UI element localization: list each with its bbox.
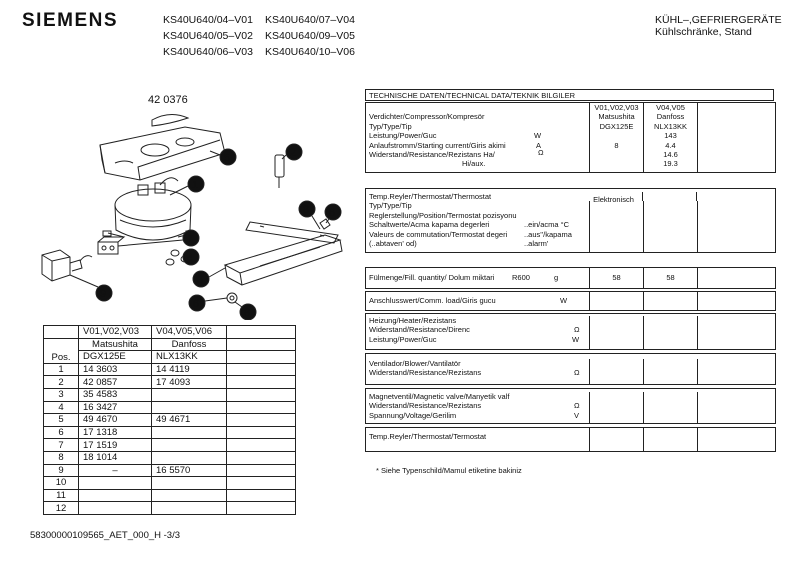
model-item: KS40U640/06–V03 — [163, 46, 253, 58]
parts-table — [43, 325, 296, 515]
thermostat-type-value: Elektronisch — [593, 195, 634, 204]
svg-text:6: 6 — [193, 298, 200, 310]
parts-row: 6 17 1318 — [44, 426, 296, 439]
parts-header-row: Pos. Matsushita Danfoss — [44, 338, 296, 351]
tech-title: TECHNISCHE DATEN/TECHNICAL DATA/TEKNIK BILGILER — [365, 89, 774, 101]
model-item: KS40U640/10–V06 — [265, 46, 355, 58]
base-rail-shape — [225, 235, 342, 285]
parts-row: 1 14 3603 14 4119 — [44, 363, 296, 376]
category-line-1: KÜHL–,GEFRIERGERÄTE — [655, 14, 782, 26]
pos-header: Pos. — [44, 338, 79, 363]
thermostat-block: Temp.Reyler/Thermostat/Thermostat Typ/Type/Tip Reglerstellung/Position/Termostat pozisyonu Schaltwerte/Acma kapama degerleri ..ein/acma °C Valeurs de commutation/Termostat degeri ..aus''/kapama (..abtaven' od) ..alarm' Elektronisch — [365, 188, 776, 253]
svg-text:7: 7 — [187, 233, 194, 245]
load-block: Anschlusswert/Comm. load/Giris gucu W — [365, 291, 776, 311]
footnote: * Siehe Typenschild/Mamul etiketine bakiniz — [376, 466, 522, 475]
heater-block: Heizung/Heater/Rezistans Widerstand/Resistance/Direnc Ω Leistung/Power/Guc W — [365, 313, 776, 350]
washer-shape — [227, 293, 237, 303]
starter-shape — [42, 250, 92, 281]
fill-block: Fülmenge/Fill. quantity/ Dolum miktari R600 g 58 58 — [365, 267, 776, 289]
parts-row: 8 18 1014 — [44, 451, 296, 464]
svg-text:2: 2 — [290, 147, 297, 159]
valve-block: Magnetventil/Magnetic valve/Manyetik valf Widerstand/Resistance/Rezistans Ω Spannung/Voltage/Gerilim V — [365, 388, 776, 424]
parts-row: 9 – 16 5570 — [44, 464, 296, 477]
col-header-b: V04,V05 — [643, 103, 697, 112]
model-item: KS40U640/04–V01 — [163, 14, 253, 26]
model-item: KS40U640/09–V05 — [265, 30, 355, 42]
svg-text:3: 3 — [197, 274, 204, 286]
brand-logo: SIEMENS — [22, 10, 119, 31]
svg-text:8: 8 — [244, 307, 251, 319]
exploded-parts-diagram — [20, 85, 360, 320]
col-header-a: V01,V02,V03 — [589, 103, 643, 112]
sleeve-shape — [275, 155, 284, 188]
svg-text:5: 5 — [224, 152, 231, 164]
parts-header-row: DGX125E NLX13KK — [44, 351, 296, 364]
parts-row: 2 42 0857 17 4093 — [44, 376, 296, 389]
thermostat2-block: Temp.Reyler/Thermostat/Termostat — [365, 427, 776, 452]
category-line-2: Kühlschränke, Stand — [655, 26, 752, 38]
parts-row: 5 49 4670 49 4671 — [44, 414, 296, 427]
parts-row: 7 17 1519 — [44, 439, 296, 452]
parts-header-row: V01,V02,V03 V04,V05,V06 — [44, 326, 296, 339]
category-header — [655, 14, 790, 38]
model-item: KS40U640/07–V04 — [265, 14, 355, 26]
model-item: KS40U640/05–V02 — [163, 30, 253, 42]
svg-text:1: 1 — [192, 179, 199, 191]
document-id: 58300000109565_AET_000_H -3/3 — [30, 530, 181, 541]
svg-text:4: 4 — [187, 252, 194, 264]
parts-row: 11 — [44, 489, 296, 502]
compressor-block: V01,V02,V03 V04,V05 Verdichter/Compressor/Kompresör Matsushita Danfoss Typ/Type/Tip DGX125E NLX13KK Leistung/Power/Guc W 143 Anlaufstromm/Starting current/Giris akimi A 8 4.4 Widerstand/Resistance/Rezistans Ha/ Ω 14.6 Hi/aux. 19.3 — [365, 102, 776, 173]
model-list-col1 — [163, 12, 253, 60]
model-list-col2 — [265, 12, 355, 60]
bolt-shape — [320, 219, 330, 229]
parts-row: 4 16 3427 — [44, 401, 296, 414]
svg-text:8: 8 — [303, 204, 310, 216]
diagram-part-number: 42 0376 — [148, 94, 188, 106]
svg-text:9: 9 — [100, 288, 107, 300]
compressor-shape — [103, 178, 194, 240]
parts-body — [44, 363, 296, 514]
tray-shape — [100, 127, 225, 180]
gasket-shape — [152, 114, 188, 126]
parts-row: 3 35 4583 — [44, 388, 296, 401]
blower-block: Ventilador/Blower/Vantilatör Widerstand/Resistance/Rezistans Ω — [365, 353, 776, 385]
parts-row: 10 — [44, 477, 296, 490]
mounting-bar-shape — [246, 222, 338, 243]
svg-text:6: 6 — [329, 207, 336, 219]
parts-row: 12 — [44, 502, 296, 515]
